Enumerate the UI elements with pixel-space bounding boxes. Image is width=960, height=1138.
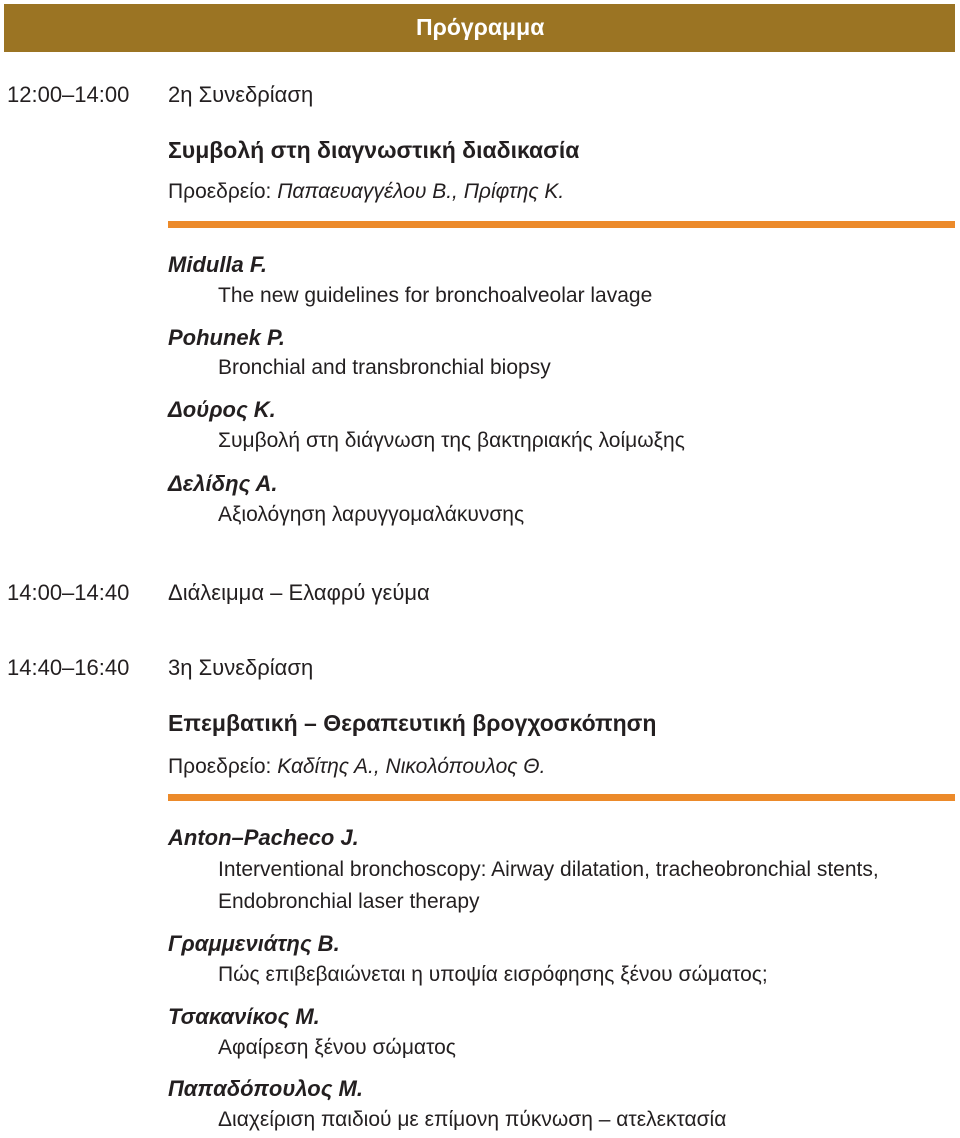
- speaker-name: Δελίδης Α.: [168, 471, 278, 496]
- talk-title: Πώς επιβεβαιώνεται η υποψία εισρόφησης ξένου σώματος;: [218, 963, 768, 986]
- talk-title: Συμβολή στη διάγνωση της βακτηριακής λοίμωξης: [218, 429, 685, 452]
- session-3-time: 14:40–16:40: [7, 655, 130, 680]
- speaker-name: Midulla F.: [168, 252, 267, 277]
- session-3-name: 3η Συνεδρίαση: [168, 655, 314, 680]
- talk-title: The new guidelines for bronchoalveolar lavage: [218, 284, 653, 307]
- talk-title: Αφαίρεση ξένου σώματος: [218, 1036, 456, 1059]
- speaker-name: Pohunek P.: [168, 325, 285, 350]
- talk-title: Bronchial and transbronchial biopsy: [218, 356, 551, 379]
- section-divider: [168, 794, 955, 801]
- session-2-time: 12:00–14:00: [7, 82, 130, 107]
- speaker-name: Γραμμενιάτης Β.: [168, 931, 340, 956]
- speaker-name: Παπαδόπουλος Μ.: [168, 1076, 363, 1101]
- talk-title: Αξιολόγηση λαρυγγομαλάκυνσης: [218, 503, 525, 526]
- chairs-label: Προεδρείο:: [168, 180, 272, 203]
- section-divider: [168, 221, 955, 228]
- chairs-label: Προεδρείο:: [168, 755, 272, 778]
- talk-title-line-1: Interventional bronchoscopy: Airway dilatation, tracheobronchial stents,: [218, 858, 879, 881]
- session-3-chairs: [168, 755, 545, 779]
- session-2-name: 2η Συνεδρίαση: [168, 82, 314, 107]
- chairs-names: Παπαευαγγέλου Β., Πρίφτης Κ.: [277, 180, 565, 203]
- session-2-title: Συμβολή στη διαγνωστική διαδικασία: [168, 137, 580, 163]
- talk-title-line-2: Endobronchial laser therapy: [218, 890, 480, 913]
- speaker-name: Δούρος Κ.: [168, 397, 276, 422]
- program-header: [4, 4, 955, 52]
- session-3-title: Επεμβατική – Θεραπευτική βρογχοσκόπηση: [168, 710, 657, 736]
- chairs-names: Καδίτης Α., Νικολόπουλος Θ.: [277, 755, 546, 778]
- page-title: Πρόγραμμα: [416, 14, 545, 40]
- session-2-chairs: [168, 180, 564, 204]
- break-time: 14:00–14:40: [7, 580, 130, 605]
- talk-title: Διαχείριση παιδιού με επίμονη πύκνωση – ατελεκτασία: [218, 1108, 727, 1131]
- speaker-name: Τσακανίκος Μ.: [168, 1004, 320, 1029]
- speaker-name: Anton–Pacheco J.: [168, 825, 359, 850]
- break-name: Διάλειμμα – Ελαφρύ γεύμα: [168, 580, 430, 605]
